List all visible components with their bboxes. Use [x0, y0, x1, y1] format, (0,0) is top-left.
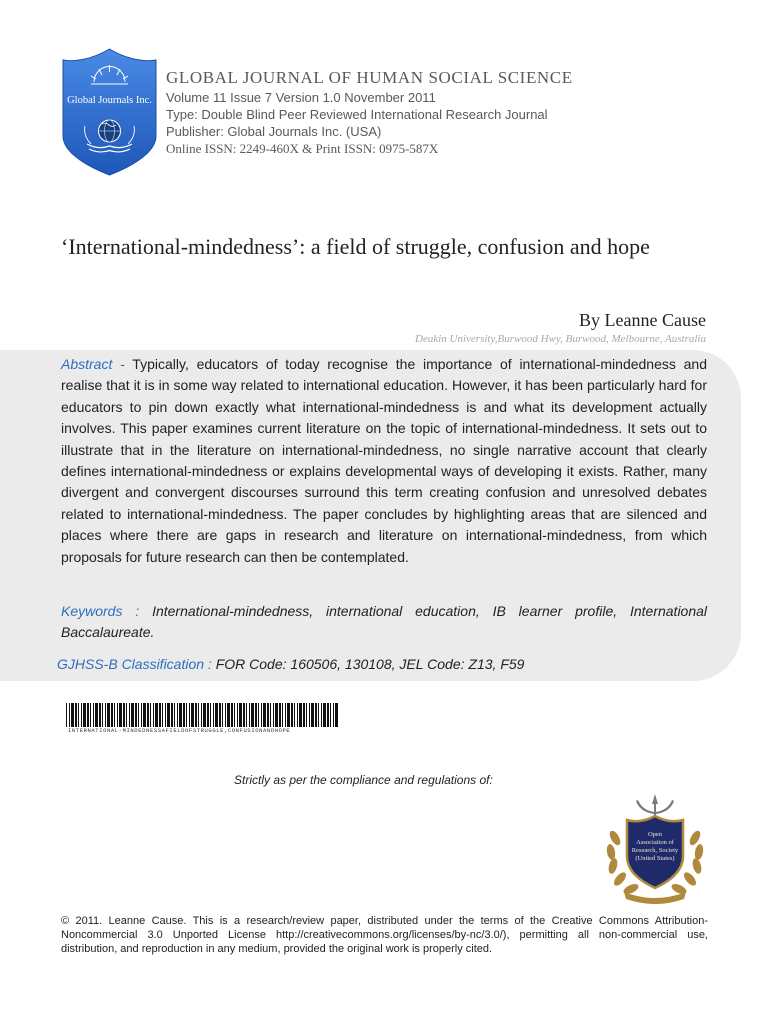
- publisher-info: Publisher: Global Journals Inc. (USA): [166, 124, 382, 139]
- ribbon-icon: [624, 892, 686, 904]
- barcode-text: INTERNATIONAL-MINDEDNESSAFIELDOFSTRUGGLE,CONFUSIONANDHOPE: [68, 727, 291, 734]
- author-affiliation: Deakin University,Burwood Hwy, Burwood, Melbourne, Australia: [415, 333, 706, 345]
- classification-label: GJHSS-B Classification :: [57, 656, 212, 672]
- journal-type: Type: Double Blind Peer Reviewed International Research Journal: [166, 107, 548, 122]
- seal-line-1: Open: [647, 831, 663, 838]
- journal-title: GLOBAL JOURNAL OF HUMAN SOCIAL SCIENCE: [166, 68, 573, 87]
- paper-title: ‘International-mindedness’: a field of struggle, confusion and hope: [61, 234, 650, 259]
- oars-seal-icon: [602, 792, 708, 906]
- global-journals-logo: [61, 48, 158, 176]
- trident-icon: [636, 794, 674, 816]
- classification-text: FOR Code: 160506, 130108, JEL Code: Z13, F59: [215, 656, 525, 672]
- compliance-note: Strictly as per the compliance and regulations of:: [234, 773, 493, 787]
- abstract-label: Abstract -: [61, 356, 125, 372]
- globe-icon: [99, 120, 121, 142]
- seal-line-4: (United States): [635, 855, 675, 862]
- volume-info: Volume 11 Issue 7 Version 1.0 November 2011: [166, 90, 436, 105]
- abstract: [61, 354, 707, 568]
- license-notice: © 2011. Leanne Cause. This is a research/review paper, distributed under the terms of the Creative Commons Attribution-Noncommercial 3.0 Unported License http://creativecommons.org/licenses/by-nc/3.0/), permitting all non-commercial use, distribution, and reproduction in any medium, provided the original work is properly cited.: [61, 915, 708, 955]
- classification: [57, 656, 524, 672]
- issn-info: Online ISSN: 2249-460X & Print ISSN: 0975-587X: [166, 141, 439, 156]
- keywords-label: Keywords :: [61, 603, 140, 619]
- seal-line-2: Association of: [636, 839, 674, 846]
- author-byline: By Leanne Cause: [579, 310, 706, 330]
- barcode-icon: [66, 703, 338, 727]
- logo-text: Global Journals Inc.: [67, 95, 152, 106]
- abstract-text: Typically, educators of today recognise the importance of international-mindedness and realise that it is in some way related to international education. However, it has been particularly hard for educators to pin down exactly what international-mindedness is and what its development actually involves. This paper examines current literature on the topic of international-mindedness. It sets out to illustrate that in the literature on international-mindedness, no single narrative account that clearly defines international-mindedness or explains developmental ways of developing it exists. Rather, many divergent and convergent discourses surround this term creating confusion and unresolved debates related to international-mindedness. The paper concludes by highlighting areas that are silenced and places where there are gaps in research and literature on international-mindedness, from which proposals for future research can then be contemplated.: [61, 356, 707, 565]
- keywords-text: International-mindedness, international education, IB learner profile, International Baccalaureate.: [61, 603, 708, 641]
- keywords: [61, 601, 707, 644]
- seal-line-3: Research, Society: [631, 847, 679, 854]
